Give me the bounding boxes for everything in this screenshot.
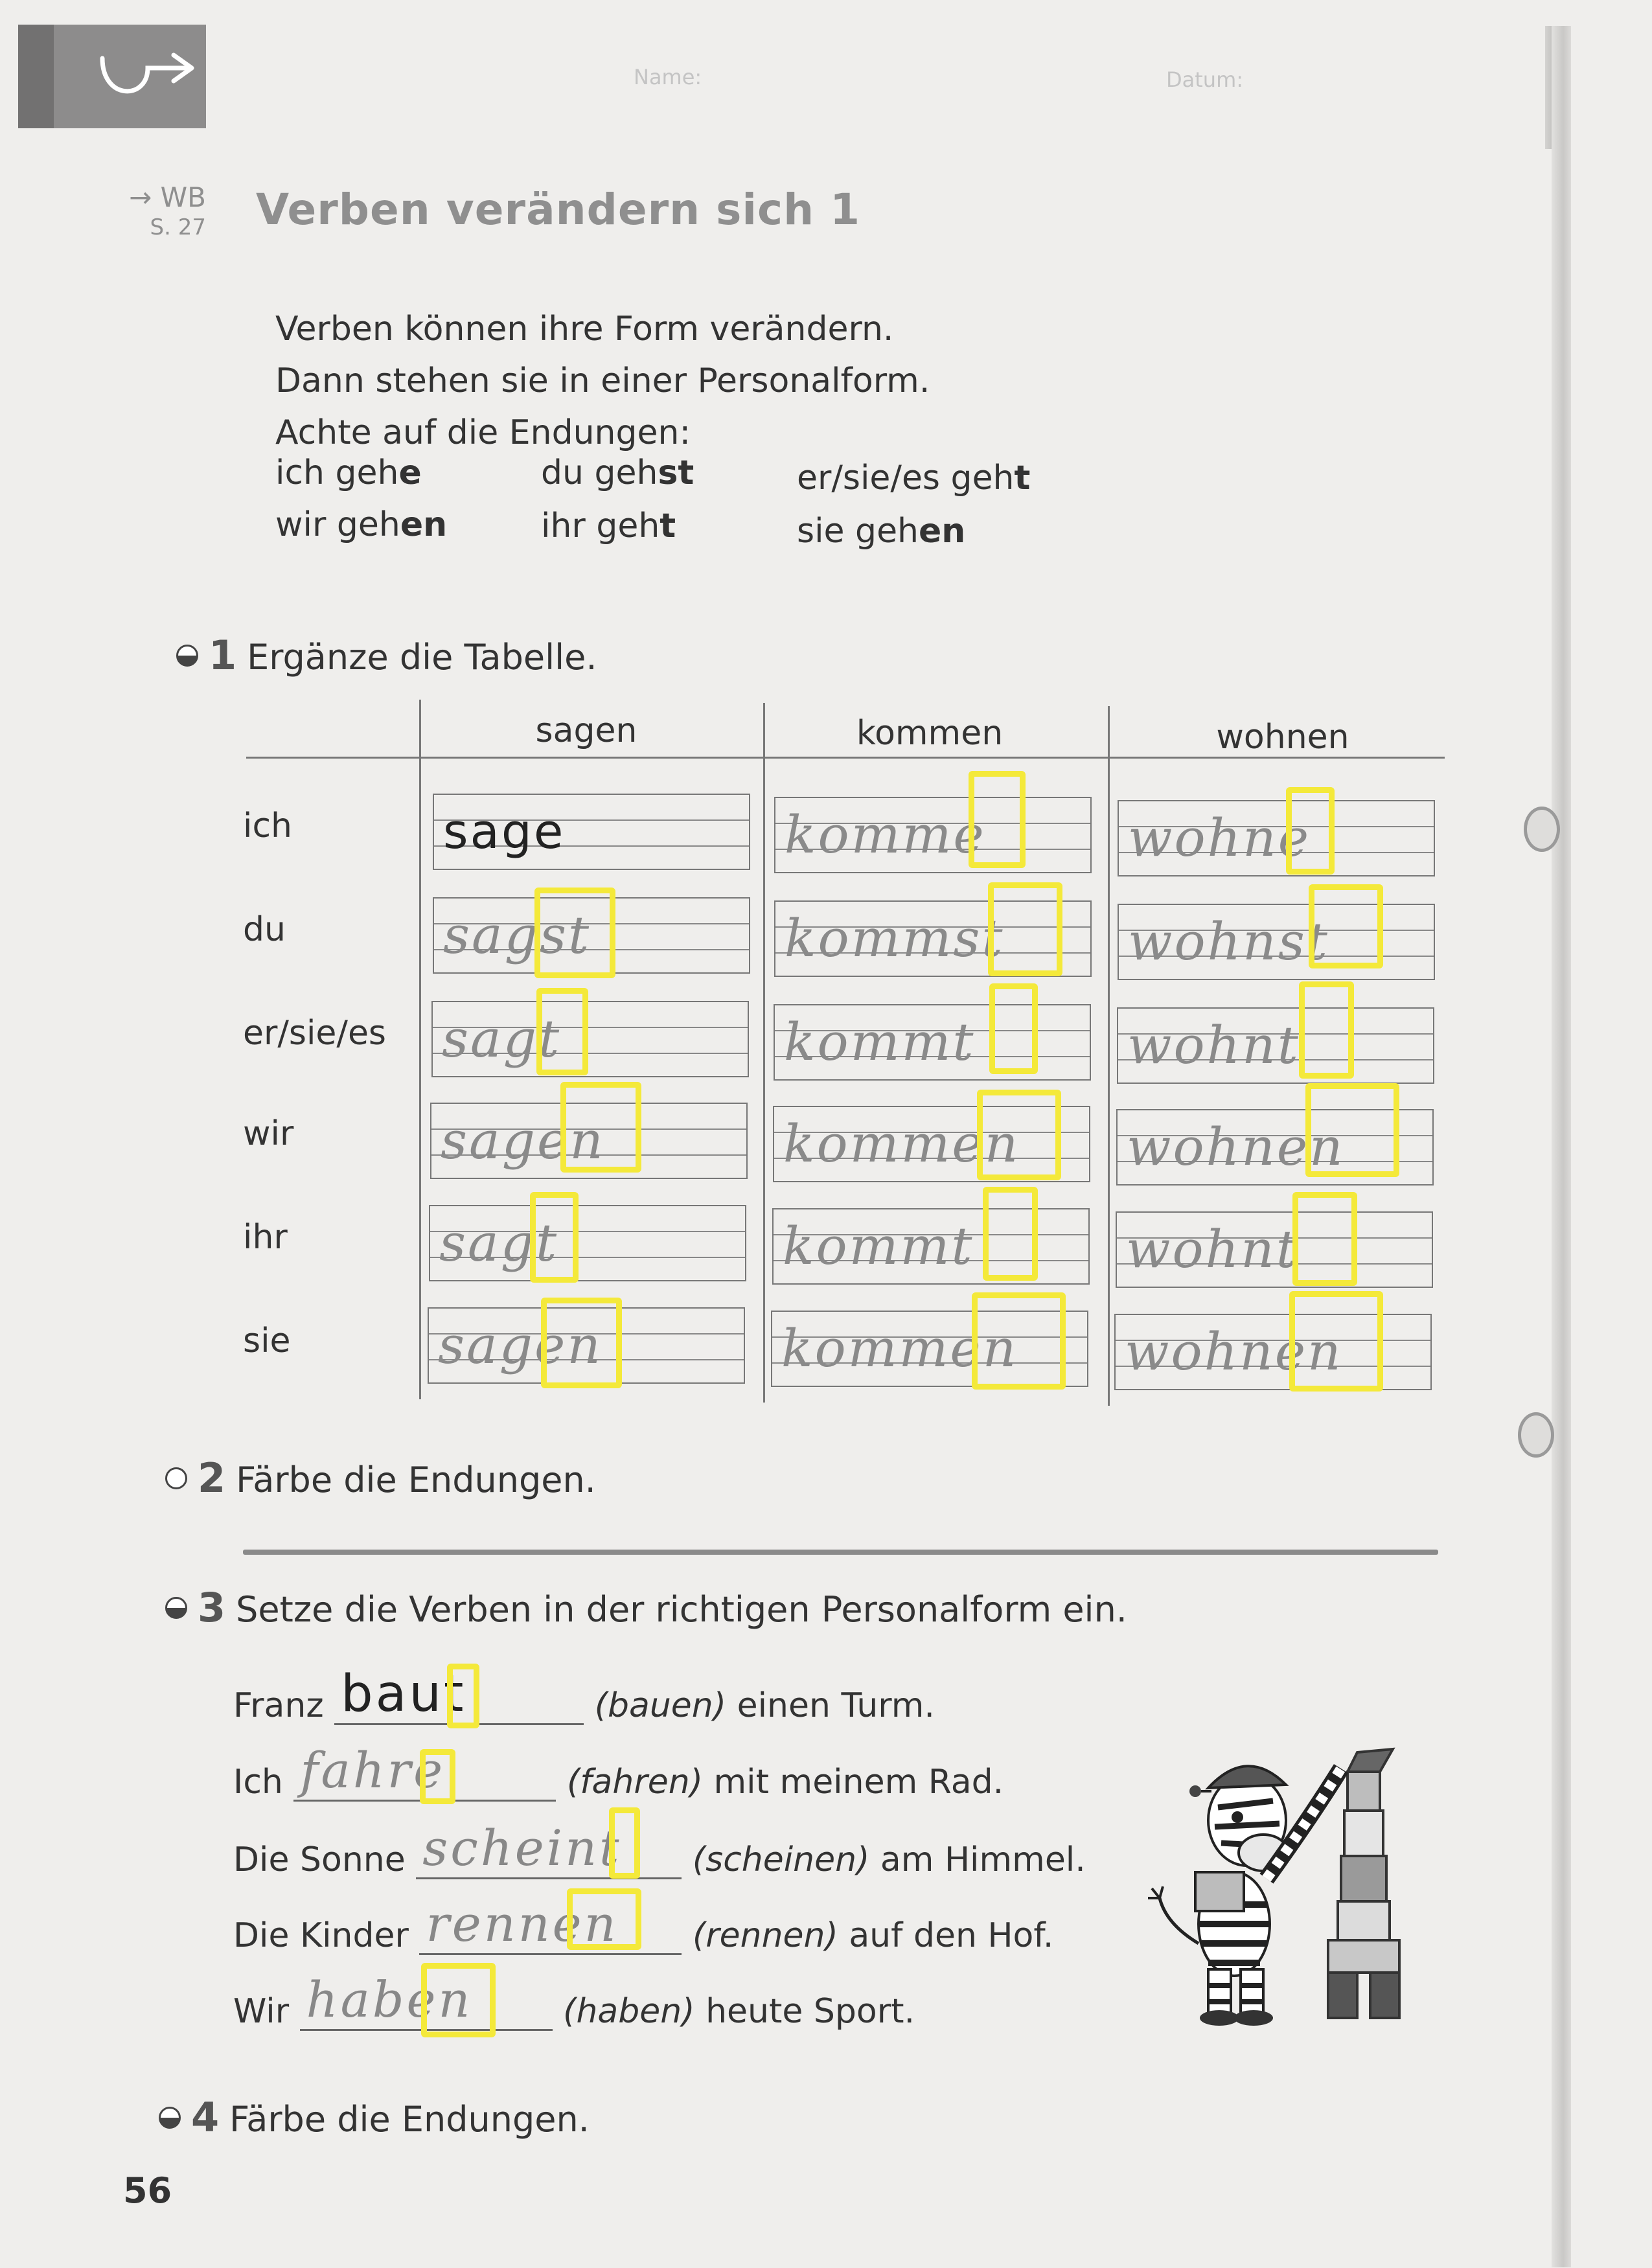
ending-highlight	[988, 882, 1062, 976]
punch-hole	[1524, 807, 1560, 852]
corner-badge	[18, 25, 206, 128]
conjugation-example: ich gehe	[275, 453, 422, 492]
table-cell[interactable]: wohne	[1118, 800, 1435, 876]
ending-highlight	[421, 1963, 496, 2037]
table-cell[interactable]: wohnst	[1118, 904, 1435, 980]
exercise-sentence: Die Kinder rennen (rennen) auf den Hof.	[233, 1895, 1054, 1955]
row-label-sie: sie	[243, 1322, 291, 1360]
table-divider	[1108, 706, 1110, 1406]
row-label-er-sie-es: er/sie/es	[243, 1014, 387, 1053]
page-binding-shadow	[1552, 26, 1571, 2267]
ending-highlight	[560, 1082, 641, 1173]
conjugation-example: wir gehen	[275, 505, 448, 544]
conjugation-example: sie gehen	[797, 512, 966, 551]
task-4-heading: 4 Färbe die Endungen.	[159, 2094, 590, 2141]
workbook-ref-prefix: → WB	[129, 181, 206, 213]
half-filled-circle-icon	[165, 1597, 187, 1619]
ending-highlight	[530, 1192, 579, 1283]
table-cell[interactable]: sagst	[433, 897, 750, 974]
table-cell[interactable]: wohnen	[1116, 1109, 1434, 1186]
ending-highlight	[609, 1807, 640, 1879]
half-filled-circle-icon	[176, 645, 198, 667]
exercise-sentence: Wir haben (haben) heute Sport.	[233, 1971, 915, 2031]
ending-highlight	[1299, 981, 1354, 1079]
exercise-sentence: Die Sonne scheint (scheinen) am Himmel.	[233, 1819, 1086, 1879]
conjugation-example: er/sie/es geht	[797, 459, 1031, 498]
column-header-sagen: sagen	[535, 711, 637, 750]
table-cell[interactable]: wohnt	[1116, 1211, 1433, 1288]
ending-highlight	[977, 1090, 1061, 1180]
table-cell[interactable]: sagt	[429, 1205, 746, 1281]
ending-highlight	[972, 1292, 1066, 1390]
ending-highlight	[541, 1298, 622, 1388]
ending-highlight	[1286, 787, 1335, 875]
row-label-ihr: ihr	[243, 1218, 288, 1257]
ending-highlight	[1309, 884, 1383, 968]
punch-hole	[1518, 1412, 1554, 1458]
ending-highlight	[536, 988, 588, 1075]
ending-highlight	[420, 1749, 455, 1804]
answer-field[interactable]: haben	[300, 1971, 553, 2031]
conjugation-example: du gehst	[541, 453, 694, 492]
table-cell[interactable]: kommst	[774, 900, 1092, 977]
answer-field[interactable]: baut	[334, 1665, 584, 1725]
intro-line: Verben können ihre Form verändern.	[275, 310, 894, 349]
table-cell[interactable]: kommt	[774, 1004, 1091, 1081]
ending-highlight	[969, 771, 1026, 868]
table-cell[interactable]: sage	[433, 794, 750, 870]
date-label: Datum:	[1166, 67, 1244, 92]
task-1-heading: 1 Ergänze die Tabelle.	[176, 632, 597, 679]
page-title: Verben verändern sich 1	[256, 185, 861, 235]
ending-highlight	[447, 1664, 479, 1728]
section-separator	[243, 1550, 1438, 1555]
table-divider	[419, 700, 421, 1399]
ending-highlight	[1289, 1291, 1383, 1392]
answer-field[interactable]: scheint	[416, 1819, 682, 1879]
zebra-building-tower-illustration	[1134, 1710, 1432, 2034]
table-divider	[763, 703, 765, 1403]
ending-highlight	[567, 1888, 641, 1950]
table-cell[interactable]: kommen	[773, 1106, 1090, 1182]
row-label-ich: ich	[243, 807, 292, 845]
curved-arrow-icon	[76, 39, 200, 110]
ending-highlight	[1292, 1192, 1357, 1286]
page-number: 56	[123, 2170, 172, 2211]
exercise-sentence: Ich fahre (fahren) mit meinem Rad.	[233, 1741, 1004, 1802]
table-cell[interactable]: wohnen	[1114, 1314, 1432, 1390]
table-cell[interactable]: wohnt	[1117, 1007, 1434, 1084]
intro-line: Dann stehen sie in einer Personalform.	[275, 361, 930, 400]
row-label-wir: wir	[243, 1114, 294, 1153]
row-label-du: du	[243, 910, 286, 949]
intro-line: Achte auf die Endungen:	[275, 413, 691, 452]
column-header-wohnen: wohnen	[1216, 718, 1349, 757]
task-3-heading: 3 Setze die Verben in der richtigen Personalform ein.	[165, 1584, 1127, 1631]
answer-field[interactable]: fahre	[293, 1741, 556, 1802]
ending-highlight	[983, 1187, 1038, 1281]
table-cell[interactable]: sagen	[428, 1307, 745, 1384]
table-cell[interactable]: sagen	[430, 1103, 748, 1179]
table-cell[interactable]: kommt	[772, 1208, 1090, 1285]
half-filled-circle-icon	[159, 2107, 181, 2129]
table-header-rule	[246, 757, 1445, 759]
ending-highlight	[1305, 1083, 1399, 1177]
ending-highlight	[534, 888, 615, 978]
intro-text	[275, 303, 930, 459]
exercise-sentence: Franz baut (bauen) einen Turm.	[233, 1665, 935, 1725]
conjugation-example: ihr geht	[541, 507, 676, 545]
ending-highlight	[989, 983, 1038, 1074]
table-cell[interactable]: kommen	[771, 1311, 1088, 1387]
answer-field[interactable]: rennen	[419, 1895, 682, 1955]
task-2-heading: 2 Färbe die Endungen.	[165, 1454, 596, 1502]
table-cell[interactable]: komme	[774, 797, 1092, 873]
empty-circle-icon	[165, 1467, 187, 1489]
column-header-kommen: kommen	[856, 714, 1004, 753]
workbook-ref-page: S. 27	[150, 214, 206, 240]
name-label: Name:	[634, 65, 702, 89]
workbook-reference	[115, 183, 206, 242]
table-cell[interactable]: sagt	[431, 1001, 749, 1077]
